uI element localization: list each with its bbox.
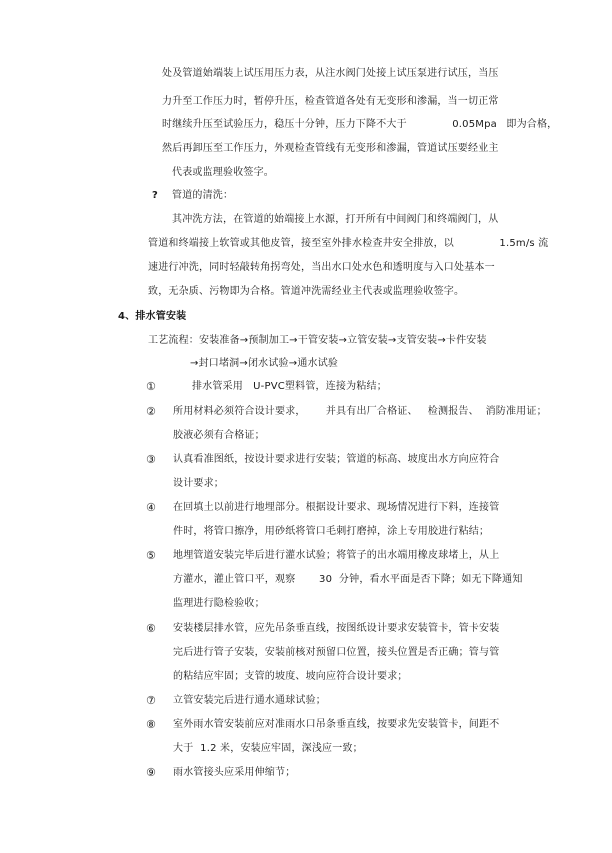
flow-rate: 1.5m/s 流 [499,238,549,249]
list-item-line: 方灌水，灌止管口平，观察 30 分钟，看水平面是否下降；如无下降通知 [173,574,523,585]
list-number: ④ [146,501,156,514]
paragraph-line: 其冲洗方法，在管道的始端接上水源，打开所有中间阀门和终端阀门，从 [172,214,499,225]
list-number: ⑥ [146,622,156,635]
text-run: 时继续升压至试验压力，稳压十分钟，压力下降不大于 [162,119,407,130]
list-item-line: 地埋管道安装完毕后进行灌水试验；将管子的出水端用橡皮球堵上，从上 [173,550,500,561]
paragraph-line: 致，无杂质、污物即为合格。管道冲洗需经业主代表或监理验收签字。 [148,286,465,297]
paragraph-line [148,237,548,251]
list-number: ⑤ [146,549,156,562]
text-run: 即为合格， [506,119,558,130]
list-item-line: 立管安装完后进行通水通球试验； [173,695,326,706]
text-run: 管道和终端接上软管或其他皮管，接至室外排水检查井安全排放，以 [148,238,454,249]
list-item-line: 所用材料必须符合设计要求， 并具有出厂合格证、 检测报告、 消防准用证； [173,406,547,417]
list-item-line: 雨水管接头应采用伸缩节； [173,767,296,778]
list-item-line: 设计要求； [173,478,224,489]
list-number: ② [146,405,156,418]
list-item-line: 胶液必须有合格证； [173,430,265,441]
list-item-line: 在回填土以前进行地埋部分。根据设计要求、现场情况进行下料，连接管 [173,502,500,513]
section-heading: 管道的清洗： [172,190,234,201]
list-item-line: 的粘结应牢固；支管的坡度、坡向应符合设计要求； [173,671,408,682]
process-flow-line: 工艺流程：安装准备→预制加工→干管安装→立管安装→支管安装→卡件安装 [148,335,487,346]
list-item-line: 件时，将管口擦净，用砂纸将管口毛刺打磨掉，涂上专用胶进行粘结； [173,526,490,537]
list-number: ③ [146,453,156,466]
list-number: ① [146,380,156,393]
list-item-line: 排水管采用 U-PVC塑料管，连接为粘结； [192,381,387,392]
bullet-marker: ? [152,190,159,201]
list-number: ⑧ [146,718,156,731]
process-flow-line: →封口堵洞→闭水试验→通水试验 [190,358,339,369]
paragraph-line [162,118,557,132]
section-heading: 4、排水管安装 [118,311,187,322]
paragraph-line: 代表或监理验收签字。 [172,167,274,178]
paragraph-line: 力升至工作压力时，暂停升压，检查管道各处有无变形和渗漏，当一切正常 [162,96,499,107]
list-item-line: 室外雨水管安装前应对准雨水口吊条垂直线，按要求先安装管卡，间距不 [173,719,500,730]
list-item-line: 大于 1.2 米，安装应牢固，深浅应一致； [173,743,363,754]
paragraph-line: 速进行冲洗，同时轻敲转角拐弯处，当出水口处水色和透明度与入口处基本一 [148,262,495,273]
list-number: ⑦ [146,694,156,707]
pressure-value: 0.05Mpa [452,119,497,130]
paragraph-line: 然后再卸压至工作压力，外观检查管线有无变形和渗漏，管道试压要经业主 [162,143,499,154]
list-item-line: 监理进行隐检验收； [173,598,265,609]
list-number: ⑨ [146,766,156,779]
list-item-line: 认真看准图纸，按设计要求进行安装；管道的标高、坡度出水方向应符合 [173,454,500,465]
list-item-line: 安装楼层排水管，应先吊条垂直线，按图纸设计要求安装管卡，管卡安装 [173,623,500,634]
list-item-line: 完后进行管子安装，安装前核对预留口位置，接头位置是否正确；管与管 [173,647,500,658]
paragraph-line: 处及管道始端装上试压用压力表，从注水阀门处接上试压泵进行试压，当压 [162,68,499,79]
